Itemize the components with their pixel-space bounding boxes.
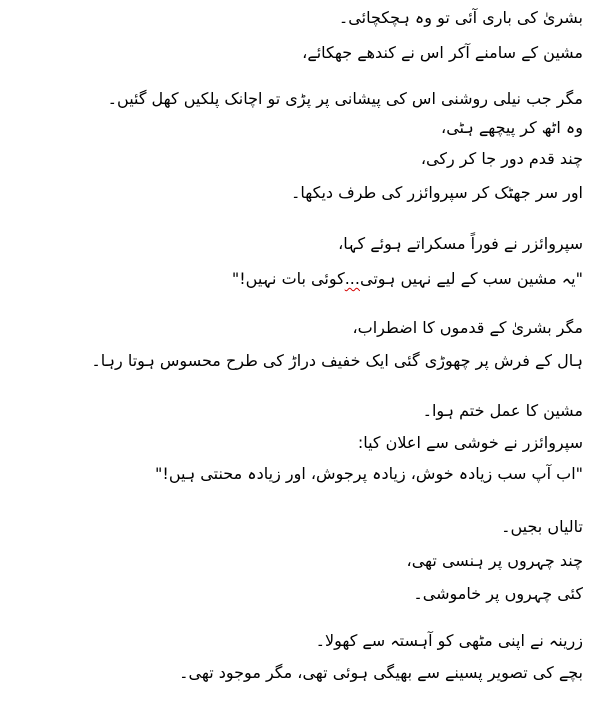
text-line: کئی چہروں پر خاموشی۔: [413, 584, 583, 603]
text-line: مگر بشریٰ کے قدموں کا اضطراب،: [352, 318, 583, 337]
text-line: ہال کے فرش پر چھوڑی گئی ایک خفیف دراڑ کی طرح محسوس ہوتا رہا۔: [91, 351, 583, 370]
text-line: مشین کا عمل ختم ہوا۔: [422, 401, 583, 420]
text-line: بشریٰ کی باری آئی تو وہ ہچکچائی۔: [338, 8, 583, 27]
text-line: سپروائزر نے خوشی سے اعلان کیا:: [357, 433, 583, 452]
quote-text-after: کوئی بات نہیں!": [231, 269, 345, 288]
spellcheck-flagged-text[interactable]: ...: [344, 269, 360, 288]
text-line: سپروائزر نے فوراً مسکراتے ہوئے کہا،: [338, 234, 583, 253]
text-line: چند قدم دور جا کر رکی،: [420, 149, 583, 168]
text-line: زرینہ نے اپنی مٹھی کو آہستہ سے کھولا۔: [315, 631, 583, 650]
text-line: تالیاں بجیں۔: [501, 517, 583, 536]
quote-text-before: "یہ مشین سب کے لیے نہیں ہوتی: [359, 269, 583, 288]
text-line: مشین کے سامنے آکر اس نے کندھے جھکائے،: [302, 43, 583, 62]
text-line: وہ اٹھ کر پیچھے ہٹی،: [441, 118, 583, 137]
text-line: مگر جب نیلی روشنی اس کی پیشانی پر پڑی تو اچانک پلکیں کھل گئیں۔: [107, 89, 583, 108]
text-line: چند چہروں پر ہنسی تھی،: [406, 551, 583, 570]
quoted-line: [20, 268, 583, 290]
text-line: اور سر جھٹک کر سپروائزر کی طرف دیکھا۔: [291, 183, 583, 202]
text-line: بچے کی تصویر پسینے سے بھیگی ہوئی تھی، مگر موجود تھی۔: [179, 663, 583, 682]
quoted-line: "اب آپ سب زیادہ خوش، زیادہ پرجوش، اور زیادہ محنتی ہیں!": [155, 464, 583, 483]
